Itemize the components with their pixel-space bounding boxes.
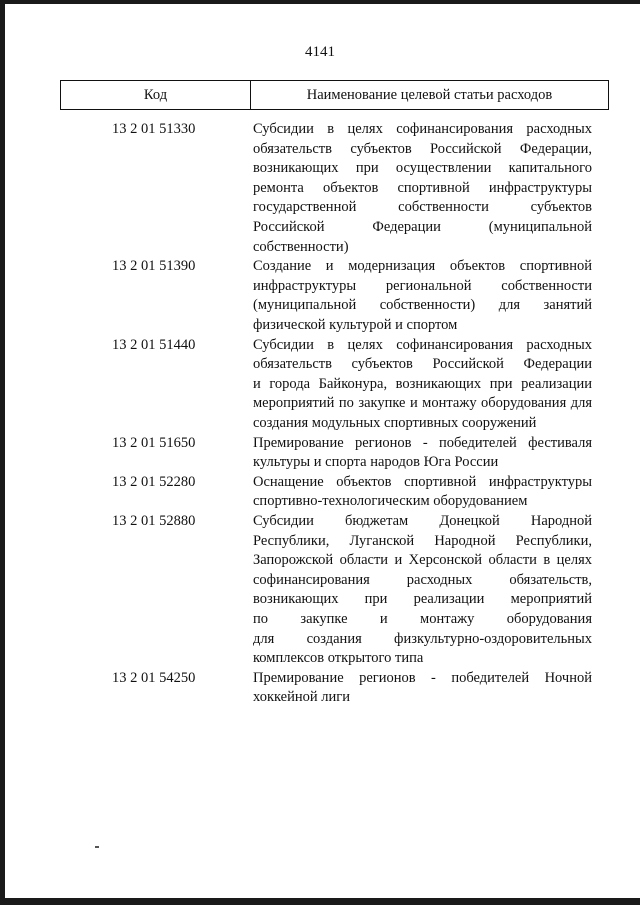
scan-speck <box>95 846 99 848</box>
row-code: 13 2 01 54250 <box>112 669 196 686</box>
description-line: софинансирования расходных обязательств, <box>253 571 592 588</box>
description-line: по закупке и монтажу оборудования <box>253 610 592 627</box>
description-line: Республики, Луганской Народной Республики, <box>253 532 592 549</box>
description-line: обязательств субъектов Российской Федерации, <box>253 140 592 157</box>
description-line: для создания физкультурно-оздоровительных <box>253 630 592 647</box>
description-line: комплексов открытого типа <box>253 650 424 667</box>
description-line: физической культурой и спортом <box>253 316 458 333</box>
description-line: Премирование регионов - победителей Ночной <box>253 669 592 686</box>
column-header-code: Код <box>61 81 251 109</box>
description-line: Создание и модернизация объектов спортивной <box>253 258 592 275</box>
description-line: ремонта объектов спортивной инфраструктуры <box>253 179 592 196</box>
description-line: Оснащение объектов спортивной инфраструктуры <box>253 473 592 490</box>
description-line: создания модульных спортивных сооружений <box>253 414 537 431</box>
column-header-name: Наименование целевой статьи расходов <box>306 86 553 103</box>
table-header <box>60 80 609 110</box>
table-row <box>0 512 640 667</box>
description-line: Российской Федерации (муниципальной <box>253 218 592 235</box>
row-description <box>253 669 592 708</box>
description-line: и города Байконура, возникающих при реализации <box>253 375 592 392</box>
table-row <box>0 336 640 431</box>
row-code: 13 2 01 52280 <box>112 473 196 490</box>
scan-edge-top <box>0 0 640 4</box>
table-row <box>0 257 640 333</box>
description-line: обязательств субъектов Российской Федерации <box>253 356 592 373</box>
row-code: 13 2 01 51330 <box>112 121 196 137</box>
description-line: культуры и спорта народов Юга России <box>253 454 499 471</box>
description-line: (муниципальной собственности) для занятий <box>253 297 592 314</box>
description-line: Субсидии в целях софинансирования расходных <box>253 336 592 353</box>
description-line: хоккейной лиги <box>253 689 350 706</box>
description-line: Субсидии бюджетам Донецкой Народной <box>253 513 592 529</box>
description-line: Запорожской области и Херсонской области в целях <box>253 552 592 569</box>
row-description <box>253 257 592 335</box>
page-number: 4141 <box>305 44 335 60</box>
description-line: возникающих при реализации мероприятий <box>253 591 592 608</box>
description-line: собственности) <box>253 238 349 255</box>
row-code: 13 2 01 51440 <box>112 336 196 353</box>
description-line: мероприятий по закупке и монтажу оборудования для <box>253 395 592 412</box>
scan-edge-bottom <box>0 898 640 905</box>
row-description <box>253 120 592 257</box>
row-code: 13 2 01 51650 <box>112 434 196 451</box>
row-description <box>253 473 592 512</box>
row-code: 13 2 01 52880 <box>112 513 196 529</box>
description-line: государственной собственности субъектов <box>253 199 592 216</box>
table-row <box>0 669 640 706</box>
description-line: Субсидии в целях софинансирования расходных <box>253 121 592 137</box>
description-line: возникающих при осуществлении капитального <box>253 160 592 177</box>
row-description <box>253 512 592 669</box>
description-line: спортивно-технологическим оборудованием <box>253 493 528 510</box>
row-description <box>253 434 592 473</box>
row-description <box>253 336 592 434</box>
description-line: инфраструктуры региональной собственности <box>253 277 592 294</box>
table-row <box>0 473 640 510</box>
table-row <box>0 434 640 471</box>
table-row <box>0 120 640 255</box>
row-code: 13 2 01 51390 <box>112 258 196 275</box>
description-line: Премирование регионов - победителей фестиваля <box>253 434 592 451</box>
